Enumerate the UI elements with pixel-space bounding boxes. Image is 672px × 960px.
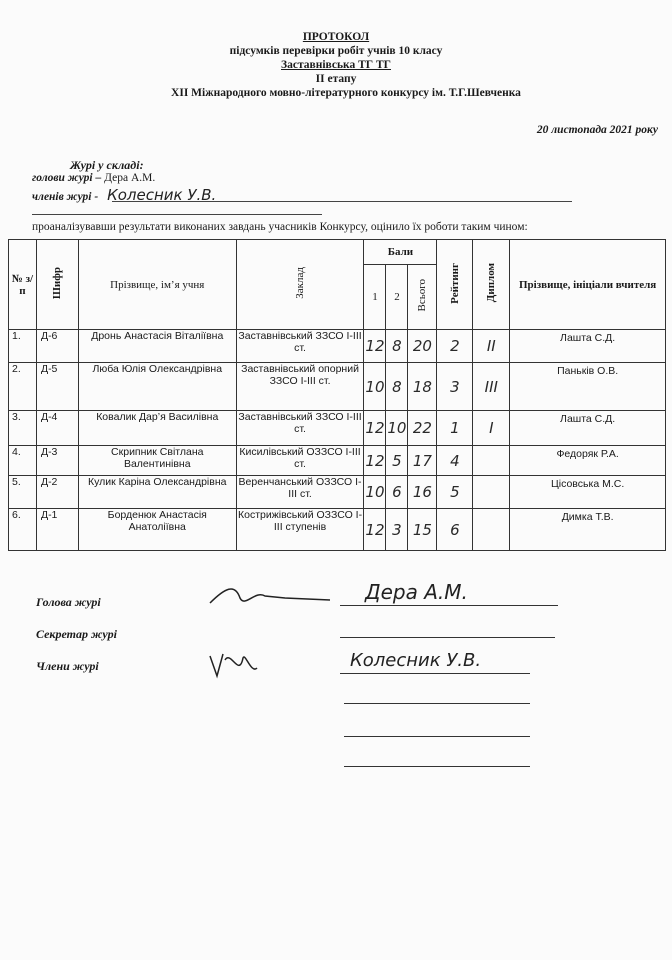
table-row <box>9 363 666 411</box>
table-row <box>9 330 666 363</box>
row-num: 1. <box>9 330 37 363</box>
row-name: Борденюк Анастасія Анатоліївна <box>78 509 236 551</box>
sig-head-line <box>340 605 558 606</box>
sig-member-name: Колесник У.В. <box>350 650 482 671</box>
row-score1: 12 <box>364 446 386 476</box>
col-header-school: Заклад <box>236 240 364 330</box>
row-num: 5. <box>9 476 37 509</box>
row-school: Заставнівський опорний ЗЗСО І-ІІІ ст. <box>236 363 364 411</box>
row-teacher: Федоряк Р.А. <box>510 446 666 476</box>
row-total: 16 <box>408 476 437 509</box>
col-header-cipher: Шифр <box>36 240 78 330</box>
row-name: Люба Юлія Олександрівна <box>78 363 236 411</box>
col-header-scores: Бали <box>364 240 437 265</box>
row-num: 4. <box>9 446 37 476</box>
row-num: 3. <box>9 411 37 446</box>
row-num: 6. <box>9 509 37 551</box>
row-cipher: Д-6 <box>36 330 78 363</box>
row-cipher: Д-3 <box>36 446 78 476</box>
table-row <box>9 446 666 476</box>
row-name: Дронь Анастасія Віталіївна <box>78 330 236 363</box>
row-score1: 12 <box>364 330 386 363</box>
head-signature-image <box>205 578 335 612</box>
row-score2: 5 <box>386 446 408 476</box>
sig-member-line-3 <box>344 736 530 737</box>
row-name: Ковалик Дар’я Василівна <box>78 411 236 446</box>
table-row <box>9 509 666 551</box>
jury-head-row <box>32 172 155 184</box>
jury-head-label: голови журі – <box>32 172 102 184</box>
jury-head-name: Дера А.М. <box>104 172 156 184</box>
jury-members-line <box>112 201 572 202</box>
row-diploma <box>473 509 510 551</box>
jury-members-label: членів журі - <box>32 191 99 203</box>
col-header-score2: 2 <box>386 265 408 330</box>
row-diploma: ІІІ <box>473 363 510 411</box>
row-cipher: Д-5 <box>36 363 78 411</box>
row-score2: 6 <box>386 476 408 509</box>
row-total: 17 <box>408 446 437 476</box>
row-num: 2. <box>9 363 37 411</box>
row-rating: 1 <box>437 411 473 446</box>
row-diploma: І <box>473 411 510 446</box>
row-rating: 6 <box>437 509 473 551</box>
stage-line: ІІ етапу <box>315 73 357 85</box>
row-diploma: ІІ <box>473 330 510 363</box>
protocol-subtitle: підсумків перевірки робіт учнів 10 класу <box>229 45 443 57</box>
col-header-teacher: Прізвище, ініціали вчителя <box>510 240 666 330</box>
row-score1: 12 <box>364 509 386 551</box>
sig-head-label: Голова журі <box>36 595 101 609</box>
table-row <box>9 476 666 509</box>
contest-name: ХІІ Міжнародного мовно-літературного конкурсу ім. Т.Г.Шевченка <box>171 87 521 99</box>
row-school: Заставнівський ЗЗСО І-ІІІ ст. <box>236 330 364 363</box>
row-total: 18 <box>408 363 437 411</box>
col-header-name: Прізвище, ім’я учня <box>78 240 236 330</box>
community-name: Заставнівська ТГ ТГ <box>281 59 391 71</box>
row-rating: 4 <box>437 446 473 476</box>
row-total: 15 <box>408 509 437 551</box>
row-school: Веренчанський ОЗЗСО І-ІІІ ст. <box>236 476 364 509</box>
row-rating: 5 <box>437 476 473 509</box>
row-school: Кисилівський ОЗЗСО І-ІІІ ст. <box>236 446 364 476</box>
row-school: Заставнівський ЗЗСО І-ІІІ ст. <box>236 411 364 446</box>
sig-members-label: Члени журі <box>36 659 99 673</box>
member-signature-image <box>205 648 265 682</box>
row-score2: 3 <box>386 509 408 551</box>
intro-text: проаналізувавши результати виконаних завдань учасників Конкурсу, оцінило їх роботи таким чином: <box>32 221 528 233</box>
row-name: Кулик Каріна Олександрівна <box>78 476 236 509</box>
row-teacher: Паньків О.В. <box>510 363 666 411</box>
row-teacher: Димка Т.В. <box>510 509 666 551</box>
row-name: Скрипник Світлана Валентинівна <box>78 446 236 476</box>
table-row <box>9 411 666 446</box>
jury-members-handwritten: Колесник У.В. <box>107 186 217 204</box>
row-score2: 8 <box>386 330 408 363</box>
row-score1: 12 <box>364 411 386 446</box>
protocol-date: 20 листопада 2021 року <box>536 124 658 136</box>
sig-head-name: Дера А.М. <box>365 580 468 604</box>
row-rating: 3 <box>437 363 473 411</box>
row-cipher: Д-2 <box>36 476 78 509</box>
sig-member-line-4 <box>344 766 530 767</box>
row-cipher: Д-1 <box>36 509 78 551</box>
row-cipher: Д-4 <box>36 411 78 446</box>
col-header-diploma: Диплом <box>473 240 510 330</box>
col-header-total: Всього <box>408 265 437 330</box>
col-header-score1: 1 <box>364 265 386 330</box>
sig-member-line-2 <box>344 703 530 704</box>
col-header-rating: Рейтинг <box>437 240 473 330</box>
row-total: 22 <box>408 411 437 446</box>
sig-secretary-label: Секретар журі <box>36 627 117 641</box>
sig-secretary-line <box>340 637 555 638</box>
col-header-num: № з/п <box>9 240 37 330</box>
row-teacher: Цісовська М.С. <box>510 476 666 509</box>
row-score1: 10 <box>364 476 386 509</box>
row-school: Кострижівський ОЗЗСО І-ІІІ ступенів <box>236 509 364 551</box>
row-rating: 2 <box>437 330 473 363</box>
jury-extra-line <box>32 214 322 215</box>
jury-heading: Журі у складі: <box>70 158 144 172</box>
protocol-title: ПРОТОКОЛ <box>302 31 370 43</box>
results-table <box>8 239 666 551</box>
row-score2: 8 <box>386 363 408 411</box>
sig-member-line-1 <box>340 673 530 674</box>
row-diploma <box>473 476 510 509</box>
row-score2: 10 <box>386 411 408 446</box>
row-teacher: Лашта С.Д. <box>510 330 666 363</box>
row-total: 20 <box>408 330 437 363</box>
row-diploma <box>473 446 510 476</box>
row-teacher: Лашта С.Д. <box>510 411 666 446</box>
row-score1: 10 <box>364 363 386 411</box>
